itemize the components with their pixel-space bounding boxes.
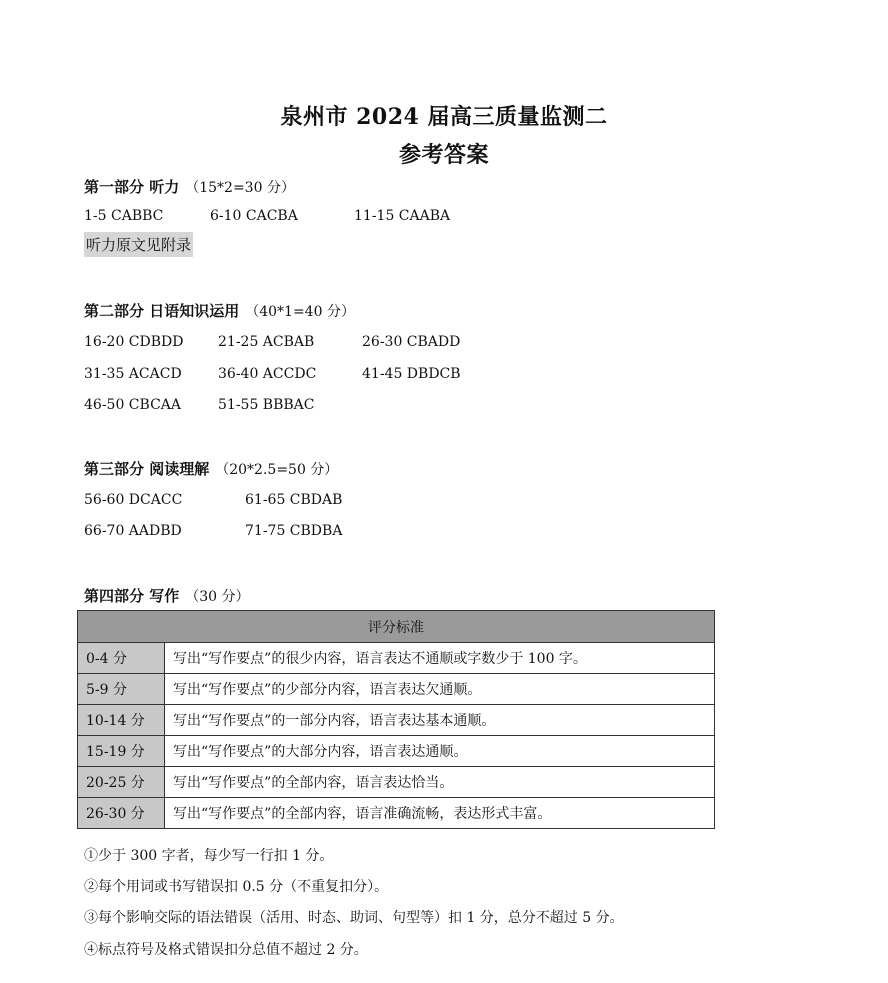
band-description: 写出“写作要点”的大部分内容，语言表达通顺。 (165, 736, 715, 767)
band-description: 写出“写作要点”的全部内容，语言表达恰当。 (165, 767, 715, 798)
grading-table-header-row (78, 611, 715, 643)
part2-heading (84, 300, 355, 321)
document-title: 泉州市 2024 届高三质量监测二 (280, 104, 608, 130)
answer-group: 46-50 CBCAA (84, 397, 182, 413)
table-row (78, 705, 715, 736)
answer-group: 71-75 CBDBA (245, 523, 343, 539)
grading-table-header: 评分标准 (78, 611, 715, 643)
table-row (78, 736, 715, 767)
table-row (78, 767, 715, 798)
answer-group: 1-5 CABBC (84, 208, 164, 224)
answer-group: 61-65 CBDAB (245, 492, 343, 508)
answer-group: 16-20 CDBDD (84, 334, 184, 350)
table-row (78, 798, 715, 829)
listening-transcript-note: 听力原文见附录 (84, 232, 193, 257)
answer-group: 6-10 CACBA (210, 208, 298, 224)
band-description: 写出“写作要点”的很少内容，语言表达不通顺或字数少于 100 字。 (165, 643, 715, 674)
answer-group: 41-45 DBDCB (362, 366, 461, 382)
part1-heading (84, 176, 295, 197)
score-band: 26-30 分 (78, 798, 165, 829)
answer-group: 51-55 BBBAC (218, 397, 315, 413)
deduction-rule: ④标点符号及格式错误扣分总值不超过 2 分。 (84, 942, 368, 958)
score-band: 15-19 分 (78, 736, 165, 767)
answer-group: 11-15 CAABA (354, 208, 451, 224)
table-row (78, 643, 715, 674)
answer-group: 31-35 ACACD (84, 366, 182, 382)
grading-table (77, 610, 715, 829)
deduction-rule: ②每个用词或书写错误扣 0.5 分（不重复扣分）。 (84, 879, 389, 895)
band-description: 写出“写作要点”的少部分内容，语言表达欠通顺。 (165, 674, 715, 705)
part3-title: 第三部分 阅读理解 (84, 460, 210, 478)
score-band: 20-25 分 (78, 767, 165, 798)
band-description: 写出“写作要点”的全部内容，语言准确流畅，表达形式丰富。 (165, 798, 715, 829)
part4-title: 第四部分 写作 (84, 587, 180, 605)
deduction-rule: ①少于 300 字者，每少写一行扣 1 分。 (84, 848, 334, 864)
part1-score: （15*2=30 分） (185, 180, 295, 196)
answer-group: 36-40 ACCDC (218, 366, 317, 382)
part3-heading (84, 458, 338, 479)
part2-score: （40*1=40 分） (245, 304, 355, 320)
part4-heading (84, 585, 250, 606)
document-subtitle: 参考答案 (398, 142, 489, 168)
answer-group: 26-30 CBADD (362, 334, 461, 350)
part1-title: 第一部分 听力 (84, 178, 180, 196)
band-description: 写出“写作要点”的一部分内容，语言表达基本通顺。 (165, 705, 715, 736)
deduction-rule: ③每个影响交际的语法错误（活用、时态、助词、句型等）扣 1 分，总分不超过 5 分。 (84, 910, 624, 926)
score-band: 10-14 分 (78, 705, 165, 736)
answer-group: 66-70 AADBD (84, 523, 182, 539)
table-row (78, 674, 715, 705)
score-band: 0-4 分 (78, 643, 165, 674)
part2-title: 第二部分 日语知识运用 (84, 302, 240, 320)
part4-score: （30 分） (185, 589, 250, 605)
answer-group: 56-60 DCACC (84, 492, 183, 508)
answer-group: 21-25 ACBAB (218, 334, 315, 350)
part3-score: （20*2.5=50 分） (215, 462, 339, 478)
score-band: 5-9 分 (78, 674, 165, 705)
